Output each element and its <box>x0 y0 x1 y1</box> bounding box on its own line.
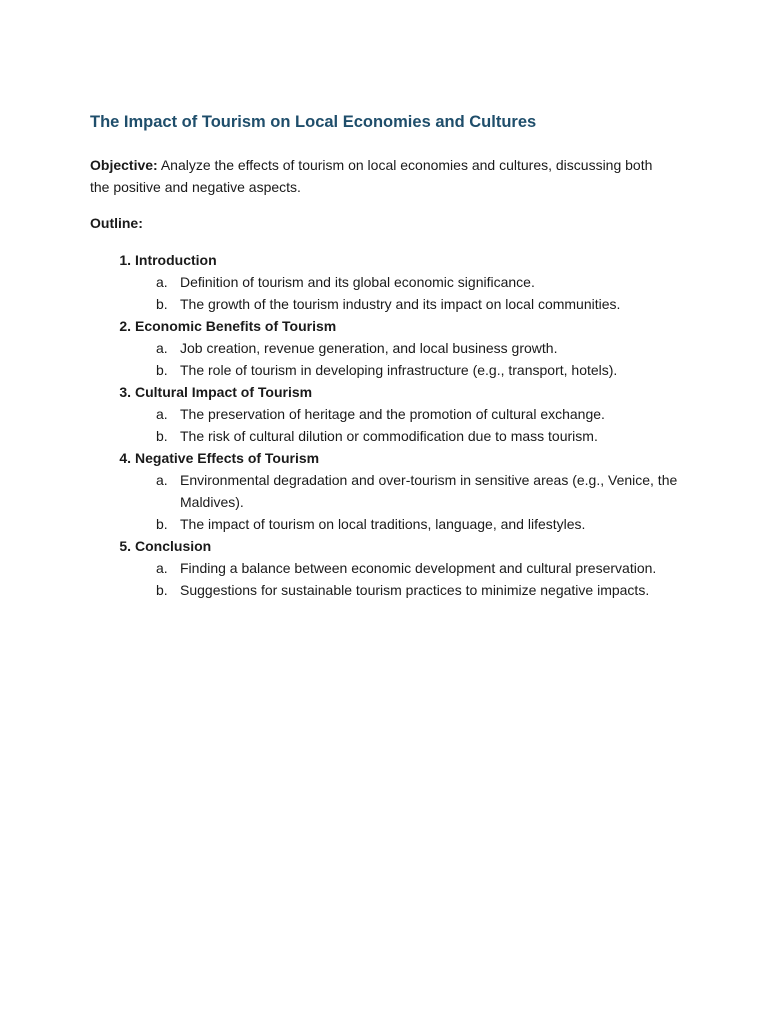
sub-item-letter: a. <box>156 340 168 356</box>
outline-section <box>90 447 690 535</box>
outline-section <box>90 315 690 381</box>
section-number: 1. <box>119 252 131 268</box>
section-sublist <box>90 469 690 535</box>
sub-item-text: Job creation, revenue generation, and local business growth. <box>180 340 558 356</box>
sub-item-text: Finding a balance between economic development and cultural preservation. <box>180 560 657 576</box>
sub-item <box>90 293 690 315</box>
sub-item-letter: a. <box>156 472 168 488</box>
outline-list <box>90 249 690 601</box>
section-number: 5. <box>119 538 131 554</box>
sub-item-letter: a. <box>156 274 168 290</box>
outline-section <box>90 249 690 315</box>
document-page <box>90 110 690 601</box>
sub-item-letter: b. <box>156 428 168 444</box>
objective-text: Analyze the effects of tourism on local economies and cultures, discussing both the positive and negative aspects. <box>90 157 653 195</box>
objective-paragraph <box>90 154 660 198</box>
section-heading: Cultural Impact of Tourism <box>135 384 313 400</box>
sub-item-letter: b. <box>156 362 168 378</box>
section-sublist <box>90 403 690 447</box>
section-heading: Economic Benefits of Tourism <box>135 318 337 334</box>
sub-item-text: Definition of tourism and its global economic significance. <box>180 274 535 290</box>
sub-item-letter: b. <box>156 296 168 312</box>
sub-item <box>90 469 690 513</box>
sub-item <box>90 579 690 601</box>
section-number: 3. <box>119 384 131 400</box>
sub-item-text: The risk of cultural dilution or commodification due to mass tourism. <box>180 428 598 444</box>
section-number: 2. <box>119 318 131 334</box>
sub-item-text: The preservation of heritage and the promotion of cultural exchange. <box>180 406 605 422</box>
sub-item-text: The growth of the tourism industry and its impact on local communities. <box>180 296 621 312</box>
objective-label: Objective: <box>90 157 158 173</box>
sub-item-text: Suggestions for sustainable tourism practices to minimize negative impacts. <box>180 582 650 598</box>
section-sublist <box>90 337 690 381</box>
sub-item-letter: a. <box>156 406 168 422</box>
sub-item-letter: b. <box>156 516 168 532</box>
section-heading: Introduction <box>135 252 217 268</box>
sub-item-text: The impact of tourism on local traditions, language, and lifestyles. <box>180 516 586 532</box>
sub-item <box>90 425 690 447</box>
outline-section <box>90 381 690 447</box>
outline-label: Outline: <box>90 215 143 231</box>
sub-item <box>90 557 690 579</box>
sub-item <box>90 359 690 381</box>
section-number: 4. <box>119 450 131 466</box>
section-sublist <box>90 271 690 315</box>
sub-item-letter: a. <box>156 560 168 576</box>
sub-item <box>90 403 690 425</box>
sub-item <box>90 271 690 293</box>
outline-section <box>90 535 690 601</box>
sub-item-text: Environmental degradation and over-tourism in sensitive areas (e.g., Venice, the Maldives). <box>180 472 678 510</box>
sub-item-text: The role of tourism in developing infrastructure (e.g., transport, hotels). <box>180 362 618 378</box>
sub-item <box>90 337 690 359</box>
section-heading: Conclusion <box>135 538 212 554</box>
document-title: The Impact of Tourism on Local Economies and Cultures <box>90 113 537 131</box>
section-heading: Negative Effects of Tourism <box>135 450 320 466</box>
section-sublist <box>90 557 690 601</box>
sub-item-letter: b. <box>156 582 168 598</box>
sub-item <box>90 513 690 535</box>
